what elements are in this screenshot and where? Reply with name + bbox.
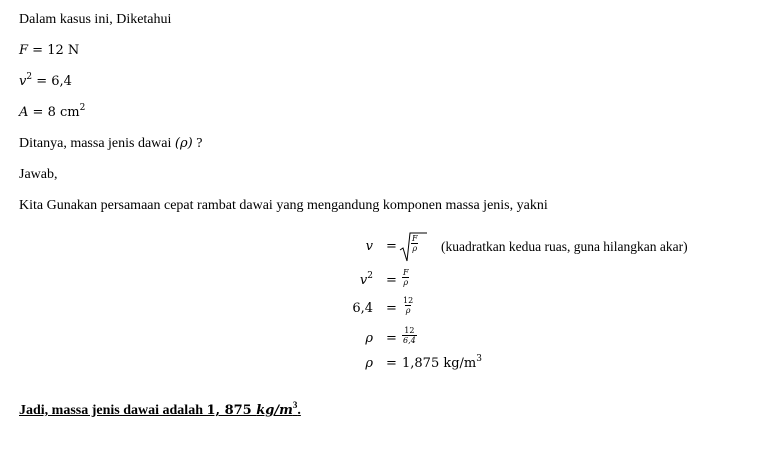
question-text xyxy=(19,135,202,153)
equals-sign: = xyxy=(28,105,48,120)
lhs-rho: ρ xyxy=(365,356,373,371)
equals-sign: = xyxy=(386,273,397,288)
question-suffix: ? xyxy=(192,136,203,151)
var-A: A xyxy=(19,105,29,120)
derivation-note: (kuadratkan kedua ruas, guna hilangkan akar) xyxy=(441,239,688,254)
numerator: 12 xyxy=(404,326,415,335)
exponent: 3 xyxy=(476,354,482,364)
var-F: F xyxy=(19,43,29,58)
conclusion-value: 1, 875 xyxy=(206,403,257,418)
square-root xyxy=(399,230,429,264)
exponent: 3 xyxy=(292,400,298,410)
intro-text: Dalam kasus ini, Diketahui xyxy=(19,12,172,27)
fraction-12-over-rho xyxy=(402,296,414,315)
denominator: ρ xyxy=(412,244,418,253)
lhs-value: 6,4 xyxy=(352,301,373,316)
known-force xyxy=(19,42,79,60)
lhs-rho: ρ xyxy=(365,331,373,346)
numerator: 12 xyxy=(403,296,414,305)
equals-sign: = xyxy=(386,301,397,316)
conclusion-prefix: Jadi, massa jenis dawai adalah xyxy=(19,403,207,418)
rho-symbol: (ρ) xyxy=(174,136,193,151)
var-v: v xyxy=(359,273,368,288)
result-text: 1,875 kg/m xyxy=(402,356,477,371)
exponent: 2 xyxy=(26,72,33,82)
question-prefix: Ditanya, massa jenis dawai xyxy=(19,136,175,151)
area-value: 8 cm xyxy=(47,105,80,120)
equals-sign: = xyxy=(32,74,52,89)
denominator: 6,4 xyxy=(403,336,416,345)
conclusion-unit: kg/m xyxy=(256,403,293,418)
force-value: 12 N xyxy=(47,43,80,58)
fraction-F-over-rho xyxy=(411,234,419,253)
lhs-v-squared xyxy=(360,272,373,290)
result-value xyxy=(402,355,482,373)
known-area xyxy=(19,104,85,122)
equals-sign: = xyxy=(386,331,397,346)
fraction-12-over-6-4 xyxy=(402,326,417,345)
denominator: ρ xyxy=(405,306,411,315)
exponent: 2 xyxy=(79,103,86,113)
conclusion-suffix: . xyxy=(297,403,301,418)
conclusion-text xyxy=(19,400,301,419)
fraction-F-over-rho xyxy=(402,268,410,287)
denominator: ρ xyxy=(403,278,409,287)
equals-sign: = xyxy=(28,43,48,58)
equals-sign: = xyxy=(386,239,397,254)
equals-sign: = xyxy=(386,356,397,371)
method-text: Kita Gunakan persamaan cepat rambat dawai yang mengandung komponen massa jenis, yakni xyxy=(19,198,548,213)
numerator: F xyxy=(403,268,409,277)
numerator: F xyxy=(412,234,418,243)
exponent: 2 xyxy=(367,271,373,281)
lhs-v: v xyxy=(365,239,373,254)
var-v: v xyxy=(19,74,27,89)
velocity-squared-value: 6,4 xyxy=(51,74,72,89)
known-velocity-squared xyxy=(19,73,72,91)
answer-label: Jawab, xyxy=(19,167,58,182)
